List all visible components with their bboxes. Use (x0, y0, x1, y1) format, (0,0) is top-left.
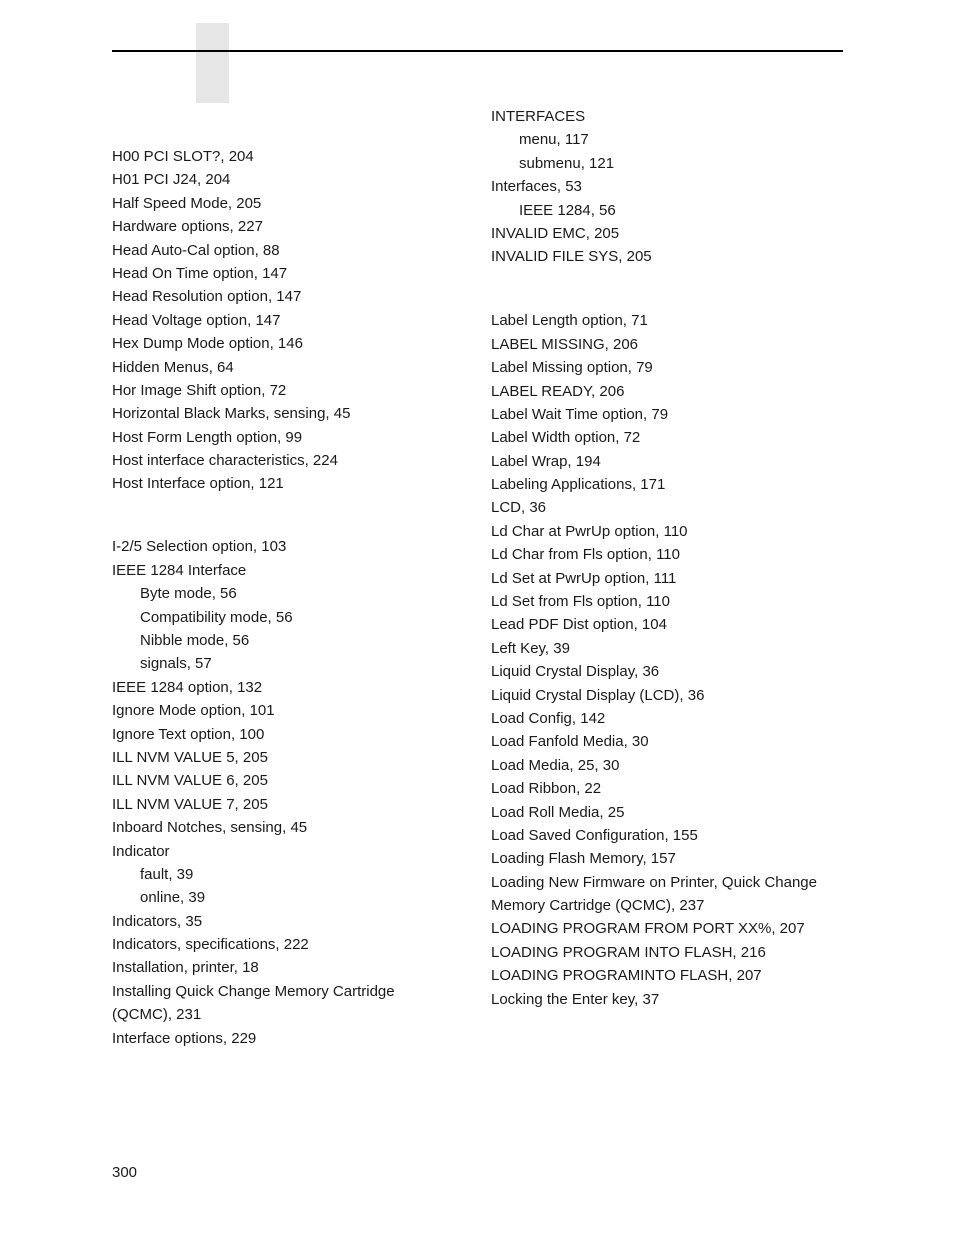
index-entry: Ld Set at PwrUp option, 111 (491, 569, 677, 587)
index-column-right (491, 105, 851, 1011)
index-entry: Head On Time option, 147 (112, 264, 288, 282)
index-subentry: menu, 117 (519, 131, 589, 149)
index-entry: IEEE 1284 Interface (112, 561, 247, 579)
index-entry: Hex Dump Mode option, 146 (112, 335, 303, 353)
index-entry: Liquid Crystal Display, 36 (491, 663, 660, 681)
index-entry: Hardware options, 227 (112, 218, 263, 236)
index-entry: Interface options, 229 (112, 1029, 257, 1047)
index-entry: ILL NVM VALUE 7, 205 (112, 795, 268, 813)
group-spacer (112, 496, 482, 536)
index-entry: Left Key, 39 (491, 639, 570, 657)
index-subentry: signals, 57 (140, 655, 212, 673)
index-entry: Load Media, 25, 30 (491, 756, 620, 774)
index-entry: Host interface characteristics, 224 (112, 452, 338, 470)
index-entry: Hor Image Shift option, 72 (112, 381, 287, 399)
index-entry: Ld Set from Fls option, 110 (491, 593, 670, 611)
index-entry: LOADING PROGRAM INTO FLASH, 216 (491, 943, 766, 961)
index-entry: Indicator (112, 842, 170, 860)
index-entry: Head Resolution option, 147 (112, 288, 302, 306)
index-entry: Labeling Applications, 171 (491, 476, 666, 494)
index-entry: H01 PCI J24, 204 (112, 171, 231, 189)
index-entry: I-2/5 Selection option, 103 (112, 538, 287, 556)
index-entry: Label Wrap, 194 (491, 452, 601, 470)
index-entry: Load Fanfold Media, 30 (491, 733, 649, 751)
index-entry: Horizontal Black Marks, sensing, 45 (112, 405, 351, 423)
index-entry: LOADING PROGRAMINTO FLASH, 207 (491, 967, 762, 985)
index-entry: Host Form Length option, 99 (112, 428, 303, 446)
index-entry: Load Roll Media, 25 (491, 803, 625, 821)
index-entry: Label Wait Time option, 79 (491, 405, 669, 423)
index-subentry: IEEE 1284, 56 (519, 201, 616, 219)
index-entry: INVALID FILE SYS, 205 (491, 248, 652, 266)
index-entry: Host Interface option, 121 (112, 475, 284, 493)
group-spacer (491, 269, 851, 310)
index-group-i (112, 535, 482, 1050)
index-entry: Ignore Mode option, 101 (112, 702, 275, 720)
index-entry: Memory Cartridge (QCMC), 237 (491, 897, 705, 915)
index-entry: IEEE 1284 option, 132 (112, 678, 263, 696)
index-entry: LABEL MISSING, 206 (491, 335, 639, 353)
index-column-left (112, 145, 482, 1050)
index-entry: Installation, printer, 18 (112, 959, 259, 977)
header-rule (112, 50, 843, 52)
index-entry: Head Voltage option, 147 (112, 311, 281, 329)
index-entry: Label Width option, 72 (491, 429, 641, 447)
index-entry: Load Ribbon, 22 (491, 780, 602, 798)
index-entry: Label Length option, 71 (491, 312, 648, 330)
index-entry: Ignore Text option, 100 (112, 725, 265, 743)
index-entry: H00 PCI SLOT?, 204 (112, 148, 254, 165)
index-entry: Load Config, 142 (491, 709, 606, 727)
index-subentry: Byte mode, 56 (140, 585, 237, 603)
index-entry: ILL NVM VALUE 6, 205 (112, 772, 268, 790)
index-entry: Ld Char from Fls option, 110 (491, 546, 680, 564)
index-entry: Installing Quick Change Memory Cartridge (112, 982, 395, 1000)
index-entry: Loading New Firmware on Printer, Quick Change (491, 873, 817, 891)
index-entry: Loading Flash Memory, 157 (491, 850, 676, 868)
index-group-i-continued (491, 105, 851, 269)
index-entry: LOADING PROGRAM FROM PORT XX%, 207 (491, 920, 805, 938)
index-entry: Lead PDF Dist option, 104 (491, 616, 667, 634)
index-entry: ILL NVM VALUE 5, 205 (112, 748, 268, 766)
index-entry: Locking the Enter key, 37 (491, 990, 660, 1008)
index-entry: Head Auto-Cal option, 88 (112, 241, 280, 259)
index-entry: LABEL READY, 206 (491, 382, 625, 400)
index-subentry: submenu, 121 (519, 154, 615, 172)
index-entry: Half Speed Mode, 205 (112, 194, 262, 212)
index-group-l (491, 309, 851, 1011)
index-group-h (112, 145, 482, 496)
index-entry: Indicators, 35 (112, 912, 203, 930)
index-entry: INVALID EMC, 205 (491, 224, 620, 242)
index-entry: Liquid Crystal Display (LCD), 36 (491, 686, 705, 704)
index-entry: Indicators, specifications, 222 (112, 936, 309, 954)
index-entry: Label Missing option, 79 (491, 359, 653, 377)
index-entry: Load Saved Configuration, 155 (491, 826, 698, 844)
index-subentry: online, 39 (140, 889, 206, 907)
chapter-tab-marker (196, 23, 229, 103)
page-number: 300 (112, 1164, 138, 1181)
index-entry: Interfaces, 53 (491, 178, 582, 196)
index-subentry: fault, 39 (140, 865, 194, 883)
index-entry: Hidden Menus, 64 (112, 358, 234, 376)
index-entry: Inboard Notches, sensing, 45 (112, 819, 308, 837)
index-subentry: Nibble mode, 56 (140, 632, 250, 650)
index-entry: INTERFACES (491, 108, 586, 125)
index-subentry: Compatibility mode, 56 (140, 608, 293, 626)
index-entry: Ld Char at PwrUp option, 110 (491, 522, 688, 540)
index-entry: (QCMC), 231 (112, 1006, 202, 1024)
index-entry: LCD, 36 (491, 499, 547, 517)
